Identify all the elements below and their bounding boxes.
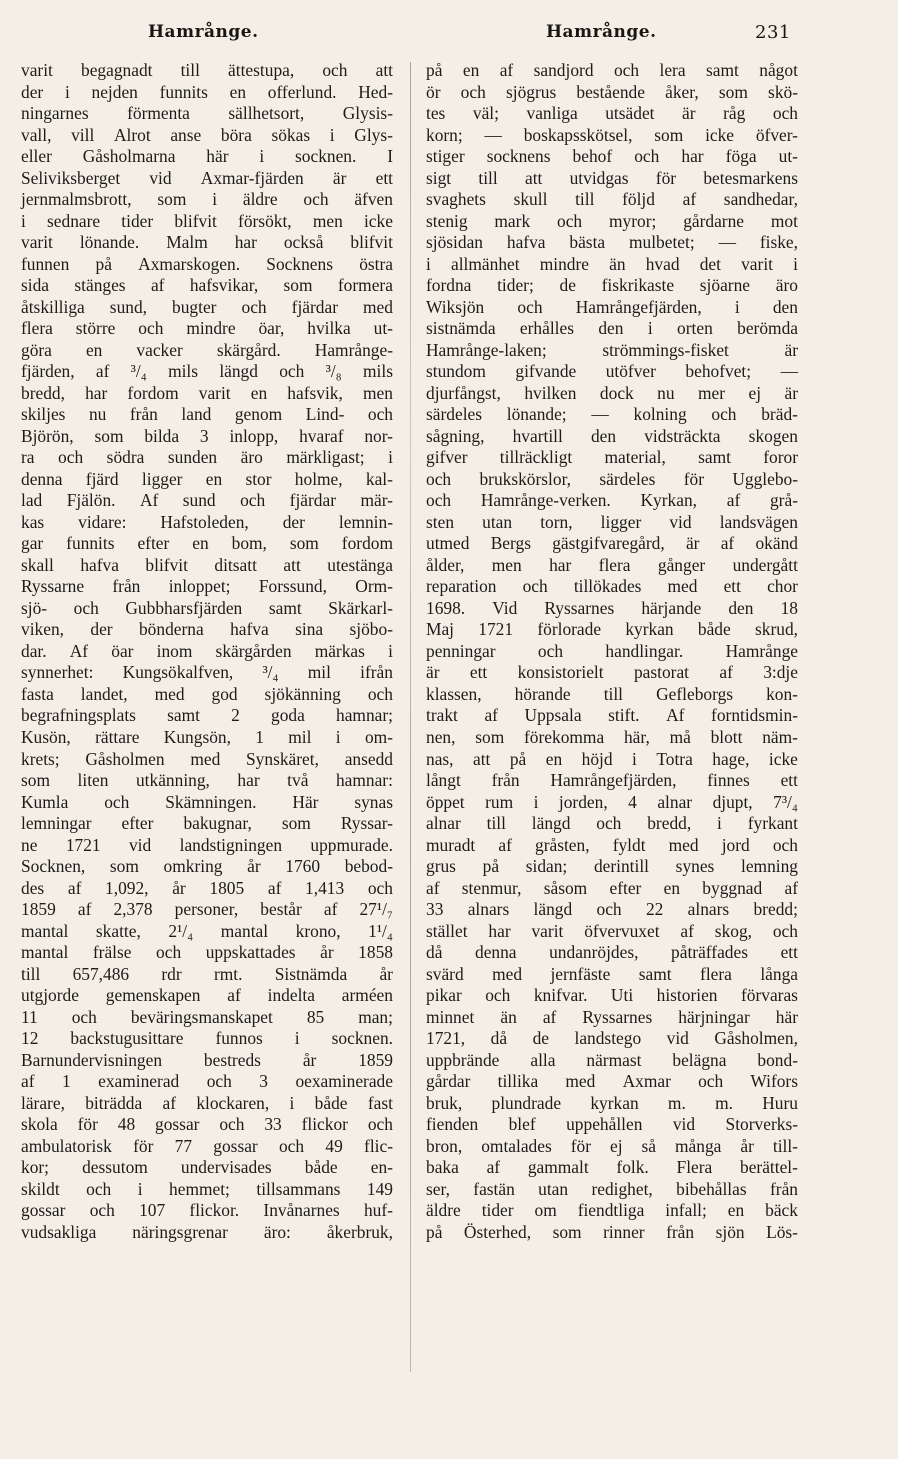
text-line: sågning, hvartill den vidsträckta skogen (426, 425, 798, 446)
text-line: Ryssarne från inloppet; Forssund, Orm- (21, 576, 393, 597)
text-line: uppbrände alla närmast belägna bond- (426, 1049, 798, 1070)
text-line: begrafningsplats samt 2 goda hamnar; (21, 705, 393, 726)
text-line: synnerhet: Kungsökalfven, ³/₄ mil ifrån (21, 662, 393, 683)
text-line: alnar till längd och bredd, i fyrkant (426, 813, 798, 834)
text-line: mantal skatte, 2¹/₄ mantal krono, 1¹/₄ (21, 920, 393, 941)
text-line: des af 1,092, år 1805 af 1,413 och (21, 877, 393, 898)
text-line: bruk, plundrade kyrkan m. m. Huru (426, 1092, 798, 1113)
text-line: denna fjärd ligger en stor holme, kal- (21, 468, 393, 489)
text-line: reparation och tillökades med ett chor (426, 576, 798, 597)
text-line: äldre tider om fiendtliga infall; en bäck (426, 1200, 798, 1221)
text-line: till 657,486 rdr rmt. Sistnämda år (21, 963, 393, 984)
text-line: som liten utkänning, har två hamnar: (21, 770, 393, 791)
text-line: af 1 examinerad och 3 oexaminerade (21, 1071, 393, 1092)
text-line: minnet än af Ryssarnes härjningar här (426, 1006, 798, 1027)
text-line: Wiksjön och Hamrångefjärden, i den (426, 296, 798, 317)
text-line: stiger socknens behof och har föga ut- (426, 146, 798, 167)
text-line: gossar och 107 flickor. Invånarnes huf- (21, 1200, 393, 1221)
running-head-left: Hamrånge. (148, 22, 259, 42)
text-line: fordna tider; de fiskrikaste sjöarne äro (426, 275, 798, 296)
text-line: skall hafva blifvit ditsatt att utestänga (21, 554, 393, 575)
text-line: ra och södra sunden äro märkligast; i (21, 447, 393, 468)
text-line: Socknen, som omkring år 1760 bebod- (21, 856, 393, 877)
text-line: i allmänhet mindre än hvad det varit i (426, 253, 798, 274)
text-line: pikar och knifvar. Uti historien förvaras (426, 985, 798, 1006)
text-line: i sednare tider blifvit försökt, men icke (21, 210, 393, 231)
text-line: flera större och mindre öar, hvilka ut- (21, 318, 393, 339)
text-line: djurfångst, hvilken dock nu mer ej är (426, 382, 798, 403)
text-line: långt från Hamrångefjärden, finnes ett (426, 770, 798, 791)
text-line: Kusön, rättare Kungsön, 1 mil i om- (21, 726, 393, 747)
text-line: lärare, biträdda af klockaren, i både fast (21, 1092, 393, 1113)
text-line: dar. Af öar inom skärgården märkas i (21, 640, 393, 661)
text-line: krets; Gåsholmen med Synskäret, ansedd (21, 748, 393, 769)
text-line: särdeles lönande; — kolning och bräd- (426, 404, 798, 425)
text-line: bredd, har fordom varit en hafsvik, men (21, 382, 393, 403)
text-line: 1698. Vid Ryssarnes härjande den 18 (426, 597, 798, 618)
text-line: sjösidan hafva bästa mulbetet; — fiske, (426, 232, 798, 253)
text-line: stundom gifvande utöfver behofvet; — (426, 361, 798, 382)
text-line: skiljes nu från land genom Lind- och (21, 404, 393, 425)
text-line: ålder, men har flera gånger undergått (426, 554, 798, 575)
text-line: utgjorde gemenskapen af indelta arméen (21, 985, 393, 1006)
text-line: ne 1721 vid landstigningen uppmurade. (21, 834, 393, 855)
text-line: ningarnes förmenta sällhetsort, Glysis- (21, 103, 393, 124)
text-line: af stenmur, såsom efter en byggnad af (426, 877, 798, 898)
text-line: bron, omtalades för ej så många år till- (426, 1135, 798, 1156)
text-line: mantal frälse och uppskattades år 1858 (21, 942, 393, 963)
text-line: nas, att på en höjd i Totra hage, icke (426, 748, 798, 769)
text-line: varit begagnadt till ättestupa, och att (21, 60, 393, 80)
text-line: sistnämda erhålles den i orten berömda (426, 318, 798, 339)
text-line: gårdar tillika med Axmar och Wifors (426, 1071, 798, 1092)
text-line: Hamrånge-laken; strömmings-fisket är (426, 339, 798, 360)
text-line: 1859 af 2,378 personer, består af 27¹/₇ (21, 899, 393, 920)
text-line: på Österhed, som rinner från sjön Lös- (426, 1221, 798, 1242)
text-line: der i nejden funnits en offerlund. Hed- (21, 81, 393, 102)
text-line: eller Gåsholmarna här i socknen. I (21, 146, 393, 167)
text-line: stenig mark och myror; gårdarne mot (426, 210, 798, 231)
page-number: 231 (755, 22, 791, 43)
text-line: funnen på Axmarskogen. Socknens östra (21, 253, 393, 274)
text-line: skola för 48 gossar och 33 flickor och (21, 1114, 393, 1135)
text-line: gar funnits efter en bom, som fordom (21, 533, 393, 554)
text-line: viken, der bönderna hafva sina sjöbo- (21, 619, 393, 640)
text-line: muradt af gråsten, fyldt med jord och (426, 834, 798, 855)
text-line: ser, fastän utan redighet, bibehållas från (426, 1178, 798, 1199)
text-line: Maj 1721 förlorade kyrkan både skrud, (426, 619, 798, 640)
text-line: gifver tillräckligt material, samt foror (426, 447, 798, 468)
running-head-right: Hamrånge. (546, 22, 657, 42)
text-line: svaghets skull till följd af sandhedar, (426, 189, 798, 210)
text-line: stället har varit öfvervuxet af skog, och (426, 920, 798, 941)
text-line: lad Fjälön. Af sund och fjärdar mär- (21, 490, 393, 511)
text-line: kas vidare: Hafstoleden, der lemnin- (21, 511, 393, 532)
text-line: och brukskörslor, särdeles för Ugglebo- (426, 468, 798, 489)
right-text-column (426, 60, 798, 1243)
text-line: trakt af Uppsala stift. Af forntidsmin- (426, 705, 798, 726)
text-line: vall, vill Alrot anse böra sökas i Glys- (21, 124, 393, 145)
text-line: Seliviksberget vid Axmar-fjärden är ett (21, 167, 393, 188)
text-line: varit lönande. Malm har också blifvit (21, 232, 393, 253)
column-rule (410, 62, 411, 1372)
text-line: sjö- och Gubbharsfjärden samt Skärkarl- (21, 597, 393, 618)
text-line: 11 och beväringsmanskapet 85 man; (21, 1006, 393, 1027)
text-line: åtskilliga sund, bugter och fjärdar med (21, 296, 393, 317)
text-line: grus på sidan; derintill synes lemning (426, 856, 798, 877)
text-line: ör och sjögrus bestående åker, som skö- (426, 81, 798, 102)
text-line: skildt och i hemmet; tillsammans 149 (21, 1178, 393, 1199)
text-line: lemningar efter bakugnar, som Ryssar- (21, 813, 393, 834)
text-line: är ett konsistorielt pastorat af 3:dje (426, 662, 798, 683)
text-line: sida stänges af hafsvikar, som formera (21, 275, 393, 296)
text-line: klassen, hörande till Gefleborgs kon- (426, 683, 798, 704)
text-line: svärd med jernfäste samt flera långa (426, 963, 798, 984)
text-line: Kumla och Skämningen. Här synas (21, 791, 393, 812)
text-line: jernmalmsbrott, som i äldre och äfven (21, 189, 393, 210)
text-line: fjärden, af ³/₄ mils längd och ³/₈ mils (21, 361, 393, 382)
text-line: och Hamrånge-verken. Kyrkan, af grå- (426, 490, 798, 511)
text-line: 12 backstugusittare funnos i socknen. (21, 1028, 393, 1049)
text-line: nen, som förekomma här, må blott näm- (426, 726, 798, 747)
text-line: 33 alnars längd och 22 alnars bredd; (426, 899, 798, 920)
text-line: utmed Bergs gästgifvaregård, är af okänd (426, 533, 798, 554)
text-line: baka af gammalt folk. Flera berättel- (426, 1157, 798, 1178)
text-line: Björön, som bilda 3 inlopp, hvaraf nor- (21, 425, 393, 446)
text-line: ambulatorisk för 77 gossar och 49 flic- (21, 1135, 393, 1156)
text-line: på en af sandjord och lera samt något (426, 60, 798, 80)
text-line: öppet rum i jorden, 4 alnar djupt, 7³/₄ (426, 791, 798, 812)
text-line: sten utan torn, ligger vid landsvägen (426, 511, 798, 532)
text-line: vudsakliga näringsgrenar äro: åkerbruk, (21, 1221, 393, 1242)
text-line: 1721, då de landstego vid Gåsholmen, (426, 1028, 798, 1049)
text-line: korn; — boskapsskötsel, som icke öfver- (426, 124, 798, 145)
text-line: då denna undanröjdes, påträffades ett (426, 942, 798, 963)
text-line: penningar och handlingar. Hamrånge (426, 640, 798, 661)
left-text-column (21, 60, 393, 1243)
text-line: sigt till att utvidgas för betesmarkens (426, 167, 798, 188)
text-line: Barnundervisningen bestreds år 1859 (21, 1049, 393, 1070)
text-line: tes väl; vanliga utsädet är råg och (426, 103, 798, 124)
text-line: fienden blef uppehållen vid Storverks- (426, 1114, 798, 1135)
text-line: göra en vacker skärgård. Hamrånge- (21, 339, 393, 360)
text-line: kor; dessutom undervisades både en- (21, 1157, 393, 1178)
text-line: fasta landet, med god sjökänning och (21, 683, 393, 704)
